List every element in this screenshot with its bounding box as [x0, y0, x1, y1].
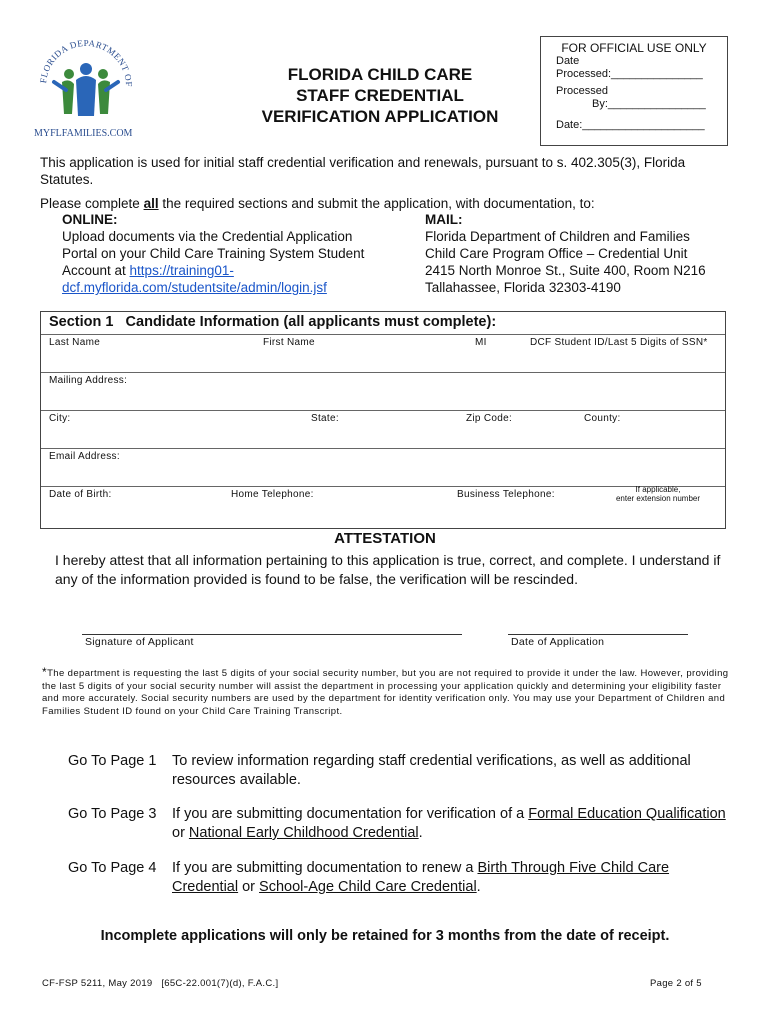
signature-label: Signature of Applicant — [85, 636, 194, 648]
online-line-2: Portal on your Child Care Training System Student — [62, 246, 365, 261]
online-heading: ONLINE: — [62, 212, 118, 227]
title-line-1: FLORIDA CHILD CARE — [287, 65, 473, 84]
official-date-label: Date — [556, 55, 580, 67]
mail-line-4: Tallahassee, Florida 32303-4190 — [425, 280, 621, 295]
official-date-field[interactable]: Date:____________________ — [556, 119, 705, 131]
zip-code-field[interactable]: Zip Code: — [466, 413, 513, 424]
goto-page-4-mid: or — [238, 879, 260, 895]
page-number: Page 2 of 5 — [650, 978, 702, 989]
portal-link[interactable]: https://training01-dcf.myflorida.com/studentsite/admin/login.jsf — [62, 263, 327, 295]
official-use-heading: FOR OFFICIAL USE ONLY — [561, 41, 707, 55]
date-of-birth-field[interactable]: Date of Birth: — [49, 489, 112, 500]
svg-text:FLORIDA DEPARTMENT OF CHILDREN: FLORIDA DEPARTMENT OF — [38, 37, 135, 88]
goto-page-3-text — [172, 805, 732, 843]
page-title — [240, 64, 520, 127]
section-title-divider — [41, 334, 725, 335]
goto-page-1-text: To review information regarding staff credential verifications, as well as additional resources available. — [172, 753, 691, 788]
incomplete-notice: Incomplete applications will only be retained for 3 months from the date of receipt. — [100, 928, 670, 944]
official-by-field[interactable]: By:________________ — [592, 98, 706, 110]
state-field[interactable]: State: — [311, 413, 339, 424]
row-divider — [41, 410, 725, 411]
form-number: CF-FSP 5211, May 2019 [65C-22.001(7)(d), F.A.C.] — [42, 978, 279, 989]
goto-page-4-text — [172, 859, 732, 897]
goto-page-4-post: . — [476, 879, 481, 895]
mail-line-2: Child Care Program Office – Credential Unit — [425, 246, 688, 261]
date-label: Date of Application — [511, 636, 605, 648]
online-account-text: Account at — [62, 263, 130, 278]
national-credential-link[interactable]: National Early Childhood Credential — [188, 825, 419, 841]
mail-submission — [425, 211, 735, 296]
home-telephone-field[interactable]: Home Telephone: — [231, 489, 314, 500]
last-name-field[interactable]: Last Name — [49, 337, 101, 348]
instructions-pre: Please complete — [40, 196, 144, 211]
goto-page-4-label[interactable]: Go To Page 4 — [68, 860, 157, 876]
title-line-3: VERIFICATION APPLICATION — [261, 107, 499, 126]
goto-page-3-label[interactable]: Go To Page 3 — [68, 806, 157, 822]
instructions — [40, 195, 730, 212]
note-text: The department is requesting the last 5 digits of your social security number, but you are not required to provide it under the law. However, providing the last 5 digits of your social security number will assist the department in processing your application quickly and determining your eligibility faster and more accurately. Social security numbers are used by the department for identity verification only. You may use your Department of Children and Families Student ID found on your Child Care Training Transcript. — [42, 668, 729, 717]
section-title: Section 1 Candidate Information (all applicants must complete): — [49, 314, 497, 330]
birth-five-credential-link[interactable]: Birth Through Five Child Care Credential — [172, 860, 670, 895]
mail-heading: MAIL: — [425, 212, 463, 227]
ssn-note — [42, 666, 732, 718]
official-use-box — [540, 36, 728, 146]
candidate-info-section — [40, 311, 726, 529]
email-address-field[interactable]: Email Address: — [49, 451, 120, 462]
formal-education-link[interactable]: Formal Education Qualification — [528, 806, 726, 822]
dcf-logo — [26, 24, 146, 144]
official-processed-label: Processed — [556, 85, 608, 97]
online-line-3 — [62, 262, 377, 296]
mail-line-1: Florida Department of Children and Families — [425, 229, 690, 244]
mi-field[interactable]: MI — [475, 337, 487, 348]
title-line-2: STAFF CREDENTIAL — [296, 86, 464, 105]
attestation-title: ATTESTATION — [334, 530, 436, 547]
attestation-text: I hereby attest that all information pertaining to this application is true, correct, and complete. I understand if any of the information provided is found to be false, the verification will be rescinded. — [55, 552, 721, 587]
mailing-address-field[interactable]: Mailing Address: — [49, 375, 128, 386]
county-field[interactable]: County: — [584, 413, 621, 424]
goto-page-4-pre: If you are submitting documentation to renew a — [172, 860, 478, 876]
mail-line-3: 2415 North Monroe St., Suite 400, Room N216 — [425, 263, 706, 278]
dcf-id-field[interactable]: DCF Student ID/Last 5 Digits of SSN* — [530, 337, 708, 348]
extension-hint[interactable] — [601, 485, 715, 503]
instructions-emphasis: all — [143, 196, 159, 211]
extension-hint-line-1: If applicable, — [635, 485, 681, 494]
first-name-field[interactable]: First Name — [263, 337, 315, 348]
date-line[interactable] — [508, 634, 688, 635]
note-asterisk: * — [42, 665, 48, 679]
goto-page-1-label[interactable]: Go To Page 1 — [68, 753, 157, 769]
official-processed-field[interactable]: Processed:_______________ — [556, 68, 703, 80]
online-line-1: Upload documents via the Credential Application — [62, 229, 353, 244]
goto-page-3-pre: If you are submitting documentation for verification of a — [172, 806, 529, 822]
extension-hint-line-2: enter extension number — [615, 494, 701, 503]
row-divider — [41, 448, 725, 449]
goto-page-3-post: . — [418, 825, 423, 841]
row-divider — [41, 372, 725, 373]
instructions-post: the required sections and submit the application, with documentation, to: — [158, 196, 595, 211]
goto-page-3-mid: or — [172, 825, 189, 841]
signature-line[interactable] — [82, 634, 462, 635]
school-age-credential-link[interactable]: School-Age Child Care Credential — [259, 879, 477, 895]
intro-text: This application is used for initial staff credential verification and renewals, pursuant to s. 402.305(3), Florida Statutes. — [40, 155, 686, 187]
online-submission — [62, 211, 392, 296]
business-telephone-field[interactable]: Business Telephone: — [457, 489, 555, 500]
city-field[interactable]: City: — [49, 413, 71, 424]
logo-url: MYFLFAMILIES.COM — [34, 128, 133, 139]
